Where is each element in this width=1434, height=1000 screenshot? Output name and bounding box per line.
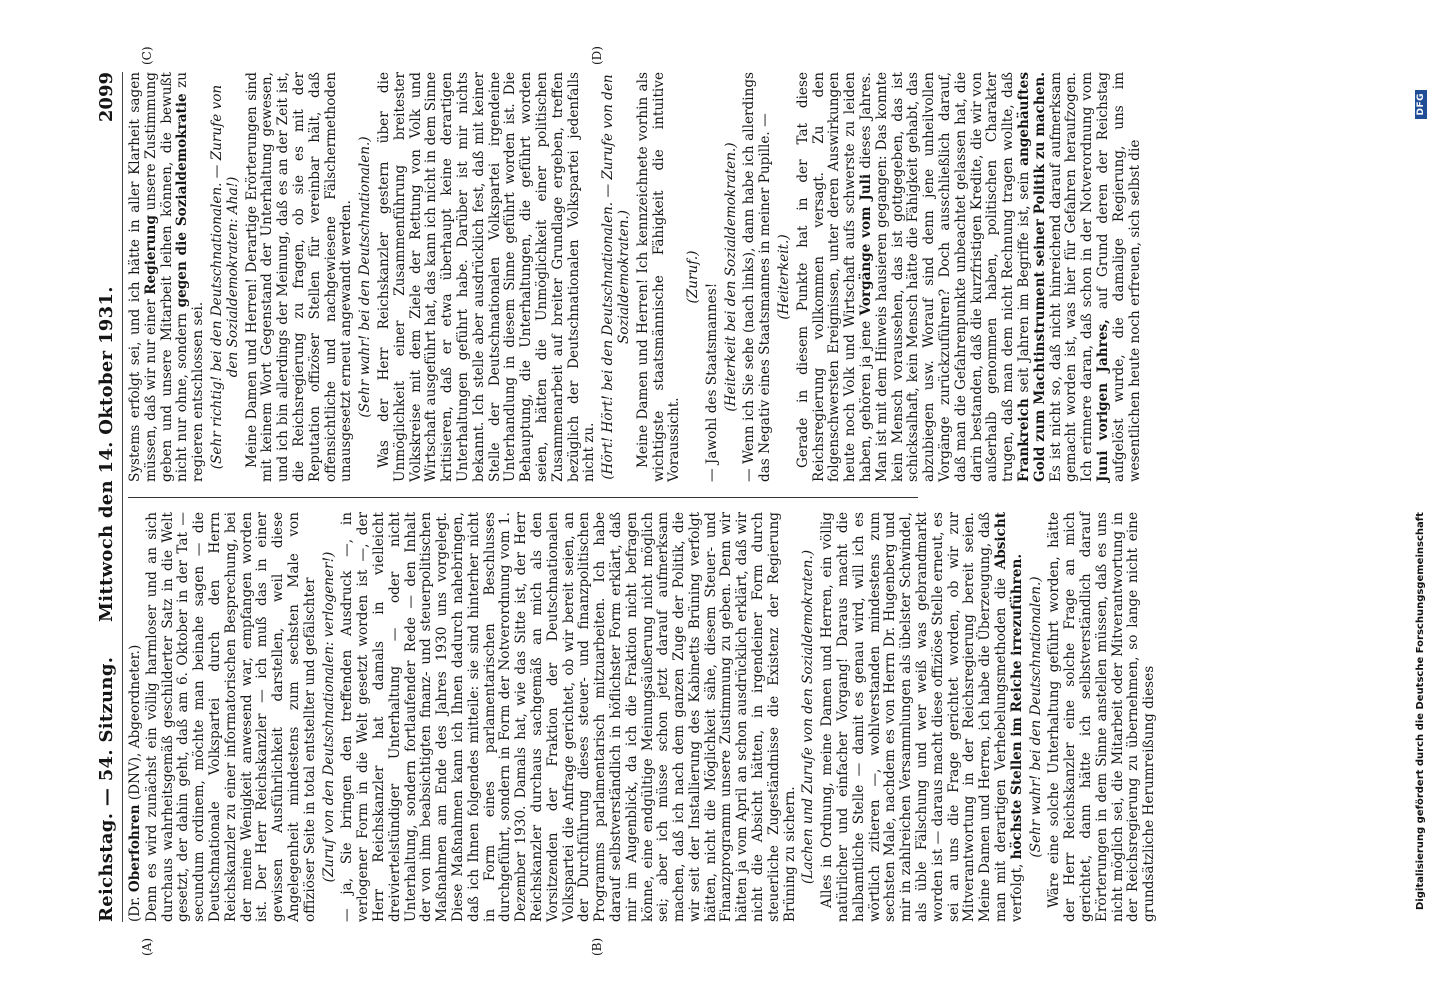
- paragraph-text: Gerade in diesem Punkte hat in der Tat diese Reichsregierung vollkommen versagt. Zu den folgenschwersten Ereignissen, unter deren Auswirkungen heute noch Volk und Wirtschaft aufs schwerste zu leiden haben, gehören ja jene: [794, 72, 875, 482]
- interjection: (Zuruf von den Deutschnationalen: verlogener!): [320, 551, 337, 883]
- interjection: (Heiterkeit.): [776, 234, 793, 320]
- speaker-prefix: (Dr.: [127, 896, 143, 922]
- paragraph: — ja, Sie bringen den treffenden Ausdruck —, in verlogener Form in die Welt gesetzt worden ist —, der Herr Reichskanzler hat damals in vielleicht dreiviertelstündiger Unterhaltung — oder nicht Unterhaltung, sondern fortlaufender Rede — den Inhalt der von ihm beabsichtigten finanz- und steuerpolitischen Maßnahmen am Ende des Jahres 1930 uns vorgelegt. Diese Maßnahmen kann ich Ihnen dadurch nahebringen, daß ich Ihnen folgendes mitteile: sie sind hinterher nicht in Form eines parlamentarischen Beschlusses durchgeführt, sondern in Form der Notverordnung vom 1. Dezember 1930. Damals hat, wie das Sitte ist, der Herr Reichskanzler durchaus sachgemäß an mich als den Vorsitzenden der Fraktion der Deutschnationalen Volkspartei die Anfrage gerichtet, ob wir bereit seien, an der Durchführung dieses steuer- und finanzpolitischen Programms parlamentarisch mitzuarbeiten. Ich habe darauf selbstverständlich in höflichster Form erklärt, daß mir im Augenblick, da ich die Fraktion nicht befragen könne, eine endgültige Meinungsäußerung nicht möglich sei; aber ich müsse schon jetzt darauf aufmerksam machen, daß ich nach dem ganzen Zuge der Politik, die wir seit der Installierung des Kabinetts Brüning verfolgt hätten, nicht die Möglichkeit sähe, diesem Steuer- und Finanzprogramm unsere Zustimmung zu geben. Denn wir hätten ja vom April an schon ausdrücklich erklärt, daß wir nicht die Absicht hätten, in irgendeiner Form durch steuerliche Zugeständnisse die Existenz der Regierung Brüning zu sichern.: [339, 512, 798, 922]
- paragraph: — Jawohl des Staatsmannes!: [703, 282, 720, 482]
- margin-marker-c: (C): [140, 46, 154, 65]
- paragraph: [128, 72, 207, 482]
- emphasis-text: gegen die Sozialdemokratie: [174, 93, 191, 308]
- paragraph-text: Es ist nicht so, daß nicht hinreichend darauf aufmerksam gemacht worden ist, was hier für Gefahren heraufzogen. Ich erinnere daran, daß schon in der Notverordnung vom: [1047, 72, 1096, 482]
- paragraph-text: verfolgt,: [1008, 863, 1025, 922]
- interjection: (Lachen und Zurufe von den Sozialdemokraten.): [800, 549, 817, 885]
- text-column-left: [127, 512, 1158, 922]
- paragraph-text: Systems erfolgt sei, und ich hätte in aller Klarheit sagen müssen, daß wir nur einer: [127, 72, 159, 482]
- header-date: Mittwoch den 14. Oktober 1931.: [96, 286, 117, 622]
- speaker-line: [128, 512, 144, 922]
- paragraph-text: Alles in Ordnung, meine Damen und Herren, ein völlig natürlicher und einfacher Vorgang! Daraus macht die halbamtliche Stelle — damit es genau wird, will ich es wörtlich zitieren —, wohlverstanden mindestens zum sechsten Male, nachdem es von Herrn Dr. Hugenberg und mir in zahlreichen Versammlungen als übelster Schwindel, als üble Fälschung und wer weiß was gebrandmarkt worden ist — daraus macht diese offiziöse Stelle erneut, es sei an uns die Frage gerichtet worden, ob wir zur Mitverantwortung in der Reichsregierung bereit seien. Meine Damen und Herren, ich habe die Überzeugung, daß man mit derartigen Verhebelungsmethoden die: [819, 512, 1010, 922]
- paragraph: Denn es wird zunächst ein völlig harmloser und an sich durchaus wahrheitsgemäß geschilderter Satz in die Welt gesetzt, der dahin geht, daß am 6. Oktober in der Tat — secundum ordinem, möchte man beinahe sagen — die Deutschnationale Volkspartei durch den Herrn Reichskanzler zu einer informatorischen Besprechung, bei der meine Wenigkeit anwesend war, empfangen worden ist. Der Herr Reichskanzler — ich muß das in einer gewissen Ausführlichkeit darstellen, weil diese Angelegenheit mindestens zum sechsten Male von offiziöser Seite in total entstellter und gefälschter: [143, 512, 318, 922]
- paragraph: Wäre eine solche Unterhaltung geführt worden, hätte der Herr Reichskanzler eine solche Frage an mich gerichtet, dann hätte ich selbstverständlich darauf Erörterungen in dem Sinne anstellen müssen, daß es uns nicht möglich sei, die Mitarbeit oder Mitverantwortung in der Reichsregierung zu übernehmen, so lange nicht eine grundsätzliche Herumreißung dieses: [1046, 512, 1158, 922]
- paragraph: [820, 512, 1025, 922]
- paragraph-text: unsere Zustimmung geben und unsere Mitarbeit leihen können, die bewußt nicht nur ohne, sondern: [142, 72, 191, 482]
- emphasis-text: Absicht: [993, 512, 1010, 570]
- emphasis-text: höchste Stellen im Reiche irrezuführen.: [1008, 553, 1025, 860]
- emphasis-text: Regierung: [142, 215, 159, 295]
- paragraph-text: seit Jahren im Begriffe ist, sein: [1016, 171, 1033, 393]
- interjection: (Heiterkeit bei den Sozialdemokraten.): [722, 142, 739, 412]
- digitization-credit: [1415, 90, 1429, 910]
- emphasis-text: angehäuftes Gold zum Machtinstrument seiner Politik zu machen.: [1016, 72, 1048, 482]
- column-divider: [128, 497, 918, 498]
- margin-marker-b: (B): [590, 937, 604, 956]
- margin-marker-d: (D): [590, 46, 604, 65]
- emphasis-text: Juni vorigen Jahres,: [1095, 319, 1112, 482]
- header-session: Reichstag. — 54. Sitzung.: [96, 656, 117, 922]
- paragraph: — Wenn ich Sie sehe (nach links), dann habe ich allerdings das Negativ eines Staatsmannes in meiner Pupille. —: [741, 72, 774, 482]
- paragraph: Was der Herr Reichskanzler gestern über die Unmöglichkeit einer Zusammenführung breitester Volkskreise mit dem Ziele der Rettung von Volk und Wirtschaft ausgeführt hat, das kann ich nicht in dem Sinne kritisieren, daß er etwa überhaupt keine derartigen Unterhaltungen geführt habe. Darüber ist mir nichts bekannt. Ich stelle aber ausdrücklich fest, daß mit keiner Stelle der Deutschnationalen Volkspartei irgendeine Unterhandlung in diesem Sinne geführt worden ist. Die Behauptung, die Unterhaltungen, die geführt worden seien, hätten die Unmöglichkeit einer politischen Zusammenarbeit auf breiter Grundlage ergeben, treffen bezüglich der Deutschnationalen Volkspartei jedenfalls nicht zu.: [375, 72, 598, 482]
- paragraph-text: dieses Jahres. Man ist mit dem Hinweis hausieren gegangen: Das konnte kein Mensch voraussehen, das ist gottgegeben, das ist schicksalhaft, kein Mensch hätte die Fähigkeit gehabt, das abzubiegen usw. Worauf sind denn jene unheilvollen Vorgänge zurückzuführen? Doch ausschließlich darauf, daß man die Gefahrenpunkte unbeachtet gelassen hat, die darin bestanden, daß die kurzfristigen Kredite, die wir von außerhalb genommen haben, politischen Charakter trugen, daß man dem nicht Rechnung tragen wollte, daß: [858, 72, 1017, 482]
- interjection: (Hört! Hört! bei den Deutschnationalen. — Zurufe von den Sozialdemokraten.): [600, 74, 632, 480]
- paragraph-text: auf Grund deren der Reichstag aufgelöst wurde, die damalige Regierung, uns im wesentlichen heute noch erfreuen, sich selbst die: [1095, 72, 1143, 482]
- margin-marker-a: (A): [140, 937, 154, 956]
- emphasis-text: Frankreich: [1016, 398, 1033, 482]
- paragraph: [796, 72, 1144, 482]
- speaker-name: Oberfohren: [127, 804, 143, 893]
- interjection: (Sehr wahr! bei den Deutschnationalen.): [1027, 576, 1044, 858]
- paragraph: Meine Damen und Herren! Ich kennzeichnete vorhin als wichtigste staatsmännische Fähigkeit die intuitive Voraussicht.: [634, 72, 683, 482]
- interjection: (Sehr richtig! bei den Deutschnationalen. — Zurufe von den Sozialdemokraten: Aha!): [208, 84, 241, 470]
- page-header: [92, 72, 123, 922]
- text-column-right: [127, 71, 1143, 482]
- page-number: 2099: [96, 72, 117, 123]
- interjection: (Zuruf.): [685, 250, 702, 304]
- interjection: (Sehr wahr! bei den Deutschnationalen.): [357, 136, 374, 418]
- credit-text: Digitalisierung gefördert durch die Deutsche Forschungsgemeinschaft: [1415, 512, 1426, 910]
- speaker-suffix: (DNV), Abgeordneter.): [127, 644, 143, 801]
- dfg-logo: DFG: [1415, 90, 1427, 119]
- paragraph: Meine Damen und Herren! Derartige Erörterungen sind mit keinem Wort Gegenstand der Unterhaltung gewesen, und ich bin allerdings der Meinung, daß es an der Zeit ist, die Reichsregierung zu fragen, ob sie es mit der Reputation offizöser Stellen für vereinbar hält, daß offensichtliche und nachgewiesene Fälschermethoden unausgesetzt erneut angewandt werden.: [243, 72, 355, 482]
- emphasis-text: Vorgänge vom Juli: [858, 174, 875, 316]
- paragraph-text: zu regieren entschlossen sei.: [174, 71, 207, 482]
